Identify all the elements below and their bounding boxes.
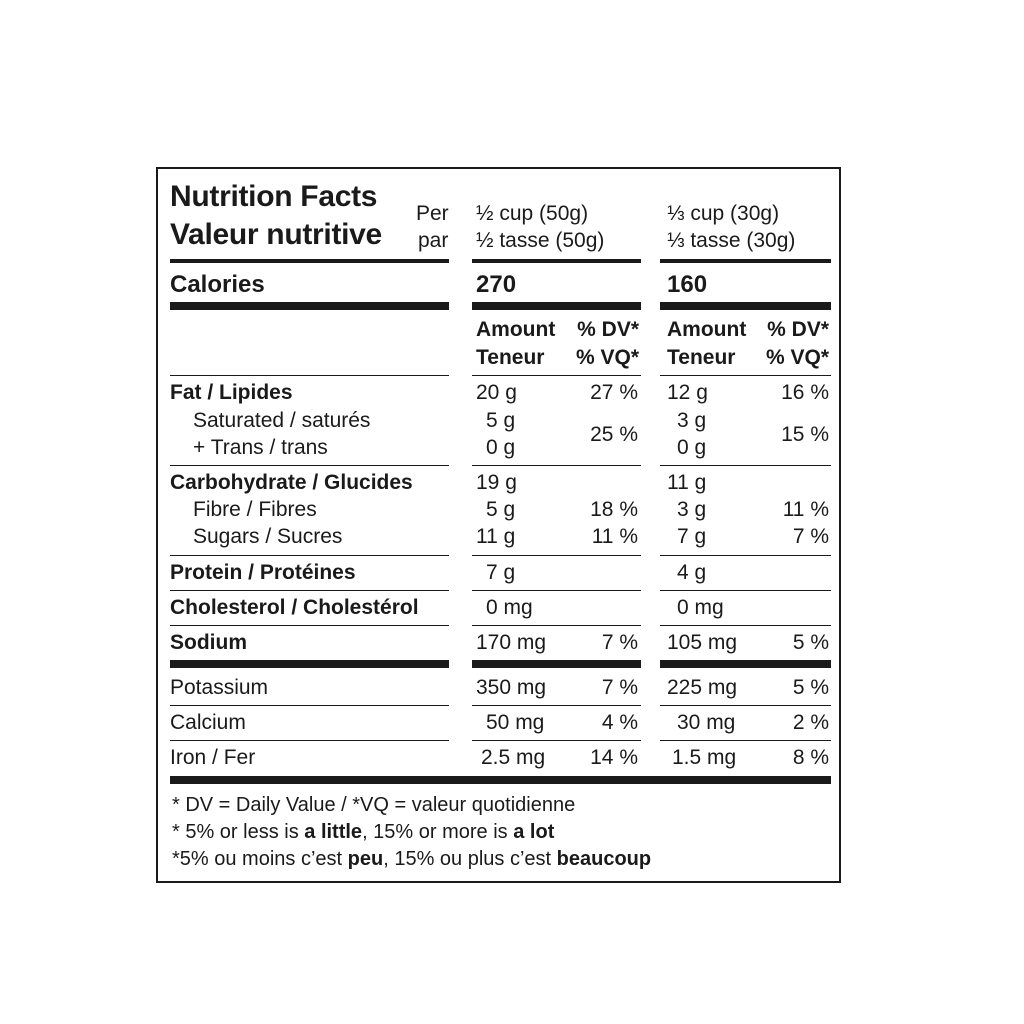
fat-amount-s2: 12 g <box>667 381 708 404</box>
fibre-label: Fibre / Fibres <box>193 498 317 521</box>
calories-label: Calories <box>170 271 265 298</box>
serving-1-size-fr: ½ tasse (50g) <box>476 229 605 252</box>
per-fr: par <box>418 229 449 252</box>
calcium-amount-s2: 30 mg <box>677 711 736 734</box>
sodium-dv-s1: 7 % <box>601 631 638 654</box>
calcium-label: Calcium <box>170 711 246 734</box>
rule-header-label <box>170 375 449 376</box>
calcium-dv-s1: 4 % <box>601 711 638 734</box>
protein-amount-s2: 4 g <box>677 561 707 584</box>
potassium-dv-s2: 5 % <box>792 676 829 699</box>
carbohydrate-label: Carbohydrate / Glucides <box>170 471 413 494</box>
per-en: Per <box>416 202 449 225</box>
dv-header-s1: % DV* <box>577 318 639 341</box>
rule-calcium-s1 <box>472 740 641 741</box>
fat-dv-s1: 27 % <box>590 381 638 404</box>
rule-protein-label <box>170 590 449 591</box>
trans-amount-s2: 0 g <box>677 436 707 459</box>
iron-dv-s2: 8 % <box>792 746 829 769</box>
serving-1-size-en: ½ cup (50g) <box>476 202 589 225</box>
potassium-label: Potassium <box>170 676 269 699</box>
saturated-amount-s1: 5 g <box>486 409 516 432</box>
rule-title-s1 <box>472 259 641 263</box>
cholesterol-amount-s2: 0 mg <box>677 596 724 619</box>
iron-amount-s1: 2.5 mg <box>481 746 546 769</box>
sodium-label: Sodium <box>170 631 247 654</box>
rule-potassium-label <box>170 705 449 706</box>
rule-header-s2 <box>660 375 831 376</box>
sodium-dv-s2: 5 % <box>792 631 829 654</box>
rule-calcium-s2 <box>660 740 831 741</box>
sodium-amount-s2: 105 mg <box>667 631 738 654</box>
serving-2-size-en: ⅓ cup (30g) <box>667 202 780 225</box>
fibre-amount-s1: 5 g <box>486 498 516 521</box>
saturated-label: Saturated / saturés <box>193 409 371 432</box>
title-en: Nutrition Facts <box>170 180 378 213</box>
trans-label: + Trans / trans <box>193 436 328 459</box>
sugars-amount-s1: 11 g <box>476 525 516 548</box>
rule-sodium-label <box>170 660 449 668</box>
rule-calories-label <box>170 302 449 310</box>
fat-label: Fat / Lipides <box>170 381 293 404</box>
rule-fat-s2 <box>660 465 831 466</box>
footnote-fr: *5% ou moins c’est peu, 15% ou plus c’est beaucoup <box>172 848 652 870</box>
sodium-amount-s1: 170 mg <box>476 631 547 654</box>
rule-fat-s1 <box>472 465 641 466</box>
vq-header-s1: % VQ* <box>575 346 639 369</box>
cholesterol-amount-s1: 0 mg <box>486 596 533 619</box>
dv-header-s2: % DV* <box>767 318 829 341</box>
footnote-dv: * DV = Daily Value / *VQ = valeur quotidienne <box>172 794 576 816</box>
teneur-header-s2: Teneur <box>667 346 736 369</box>
fat-dv-s2: 16 % <box>781 381 829 404</box>
fibre-amount-s2: 3 g <box>677 498 707 521</box>
calories-serving-2: 160 <box>667 271 708 298</box>
rule-header-s1 <box>472 375 641 376</box>
potassium-amount-s2: 225 mg <box>667 676 738 699</box>
rule-cholesterol-s2 <box>660 625 831 626</box>
carbohydrate-amount-s1: 19 g <box>476 471 517 494</box>
calcium-amount-s1: 50 mg <box>486 711 545 734</box>
iron-dv-s1: 14 % <box>590 746 638 769</box>
rule-carb-s1 <box>472 555 641 556</box>
rule-carb-label <box>170 555 449 556</box>
trans-amount-s1: 0 g <box>486 436 516 459</box>
carbohydrate-amount-s2: 11 g <box>667 471 707 494</box>
title-fr: Valeur nutritive <box>170 218 382 251</box>
protein-label: Protein / Protéines <box>170 561 356 584</box>
amount-header-s2: Amount <box>667 318 747 341</box>
fat-amount-s1: 20 g <box>476 381 517 404</box>
footnote-en: * 5% or less is a little, 15% or more is a lot <box>172 821 555 843</box>
serving-2-size-fr: ⅓ tasse (30g) <box>667 229 796 252</box>
calcium-dv-s2: 2 % <box>792 711 829 734</box>
rule-carb-s2 <box>660 555 831 556</box>
rule-potassium-s1 <box>472 705 641 706</box>
rule-calories-s2 <box>660 302 831 310</box>
sugars-amount-s2: 7 g <box>677 525 707 548</box>
rule-fat-label <box>170 465 449 466</box>
vq-header-s2: % VQ* <box>765 346 829 369</box>
saturated-amount-s2: 3 g <box>677 409 707 432</box>
sugars-label: Sugars / Sucres <box>193 525 343 548</box>
cholesterol-label: Cholesterol / Cholestérol <box>170 596 419 619</box>
rule-potassium-s2 <box>660 705 831 706</box>
rule-calories-s1 <box>472 302 641 310</box>
protein-amount-s1: 7 g <box>486 561 516 584</box>
sat-trans-dv-s1: 25 % <box>590 423 638 446</box>
rule-sodium-s2 <box>660 660 831 668</box>
rule-cholesterol-label <box>170 625 449 626</box>
rule-protein-s2 <box>660 590 831 591</box>
potassium-dv-s1: 7 % <box>601 676 638 699</box>
sugars-dv-s2: 7 % <box>792 525 829 548</box>
rule-cholesterol-s1 <box>472 625 641 626</box>
rule-title-s2 <box>660 259 831 263</box>
rule-title-label <box>170 259 449 263</box>
iron-label: Iron / Fer <box>170 746 256 769</box>
fibre-dv-s2: 11 % <box>782 498 829 521</box>
sat-trans-dv-s2: 15 % <box>781 423 829 446</box>
iron-amount-s2: 1.5 mg <box>672 746 737 769</box>
rule-calcium-label <box>170 740 449 741</box>
rule-sodium-s1 <box>472 660 641 668</box>
rule-bottom <box>170 776 831 784</box>
amount-header-s1: Amount <box>476 318 556 341</box>
calories-serving-1: 270 <box>476 271 517 298</box>
potassium-amount-s1: 350 mg <box>476 676 547 699</box>
fibre-dv-s1: 18 % <box>590 498 638 521</box>
rule-protein-s1 <box>472 590 641 591</box>
teneur-header-s1: Teneur <box>476 346 545 369</box>
sugars-dv-s1: 11 % <box>591 525 638 548</box>
